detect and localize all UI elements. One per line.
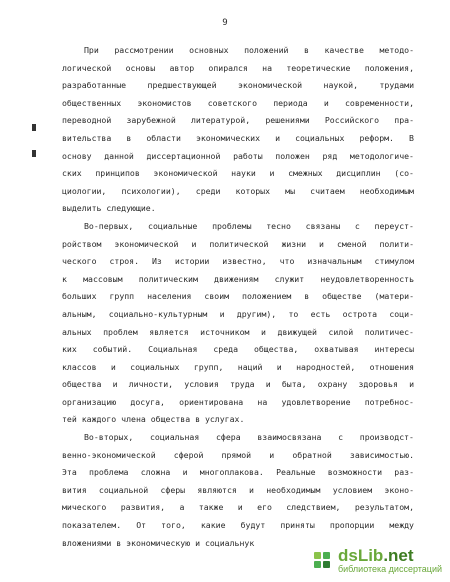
text-line: ческого строя. Из истории известно, что изначальным стимулом <box>62 256 414 267</box>
text-line: мического развития, а также и его следствием, результатом, <box>62 502 414 513</box>
watermark-brand <box>338 547 442 564</box>
body-text <box>62 42 414 552</box>
text-line: При рассмотрении основных положений в качестве методо- <box>84 45 414 55</box>
grid-logo-icon <box>314 552 332 570</box>
text-line: тей каждого члена общества в услугах. <box>62 414 245 425</box>
text-line: альных проблем является источником и движущей силой политичес- <box>62 326 414 337</box>
watermark-subtitle: библиотека диссертаций <box>337 564 442 574</box>
text-line: общества и личности, условия труда и быта, охрану здоровья и <box>62 379 414 390</box>
watermark-brand-main: dsLib <box>337 546 384 565</box>
text-line: Во-первых, социальные проблемы тесно связаны с переуст- <box>84 220 414 231</box>
text-line: к массовым политическим движениям служит неудовлетворенность <box>62 273 414 284</box>
text-line: вительства в области экономических и социальных реформ. В <box>62 132 414 143</box>
text-line: показателем. От того, какие будут приняты пропорции между <box>62 520 414 531</box>
margin-mark <box>32 150 36 157</box>
text-line: вития социальной сферы являются и необходимым условием эконо- <box>62 484 414 495</box>
text-line: вложениями в экономическую и социальнук <box>62 537 255 548</box>
text-line: логической основы автор опирался на теоретические положения, <box>62 62 414 73</box>
page-number: 9 <box>222 18 228 28</box>
text-line: ройством экономической и политической жизни и сменой полити- <box>62 238 414 249</box>
text-line: основу данной диссертационной работы положен ряд методологиче- <box>62 150 414 161</box>
text-line: Во-вторых, социальная сфера взаимосвязана с производст- <box>84 432 414 443</box>
text-line: ких событий. Социальная среда общества, охватывая интересы <box>62 344 414 355</box>
text-line: общественных экономистов советского периода и современности, <box>62 97 414 108</box>
margin-mark <box>32 124 36 131</box>
text-line: альным, социально-культурным и другим), то есть острота соци- <box>62 308 414 319</box>
text-line: больших групп населения своим положением в обществе (матери- <box>62 291 414 302</box>
text-line: ских принципов экономической науки и смежных дисциплин (со- <box>62 168 414 179</box>
text-line: организацию досуга, ориентирована на удовлетворение потребнос- <box>62 396 414 407</box>
text-line: венно-экономической сферой прямой и обратной зависимостью. <box>62 449 414 460</box>
text-line: классов и социальных групп, наций и народностей, отношения <box>62 361 414 372</box>
text-line: разработанные предшествующей экономической наукой, трудами <box>62 80 414 91</box>
watermark-brand-tld: .net <box>383 546 414 565</box>
watermark <box>314 547 442 574</box>
text-line: циологии, психологии), среди которых мы считаем необходимым <box>62 185 414 196</box>
text-line: Эта проблема сложна и многоплакова. Реальные возможности раз- <box>62 467 414 478</box>
text-line: переводной зарубежной литературой, решениями Российского пра- <box>62 115 414 126</box>
text-line: выделить следующие. <box>62 203 156 214</box>
